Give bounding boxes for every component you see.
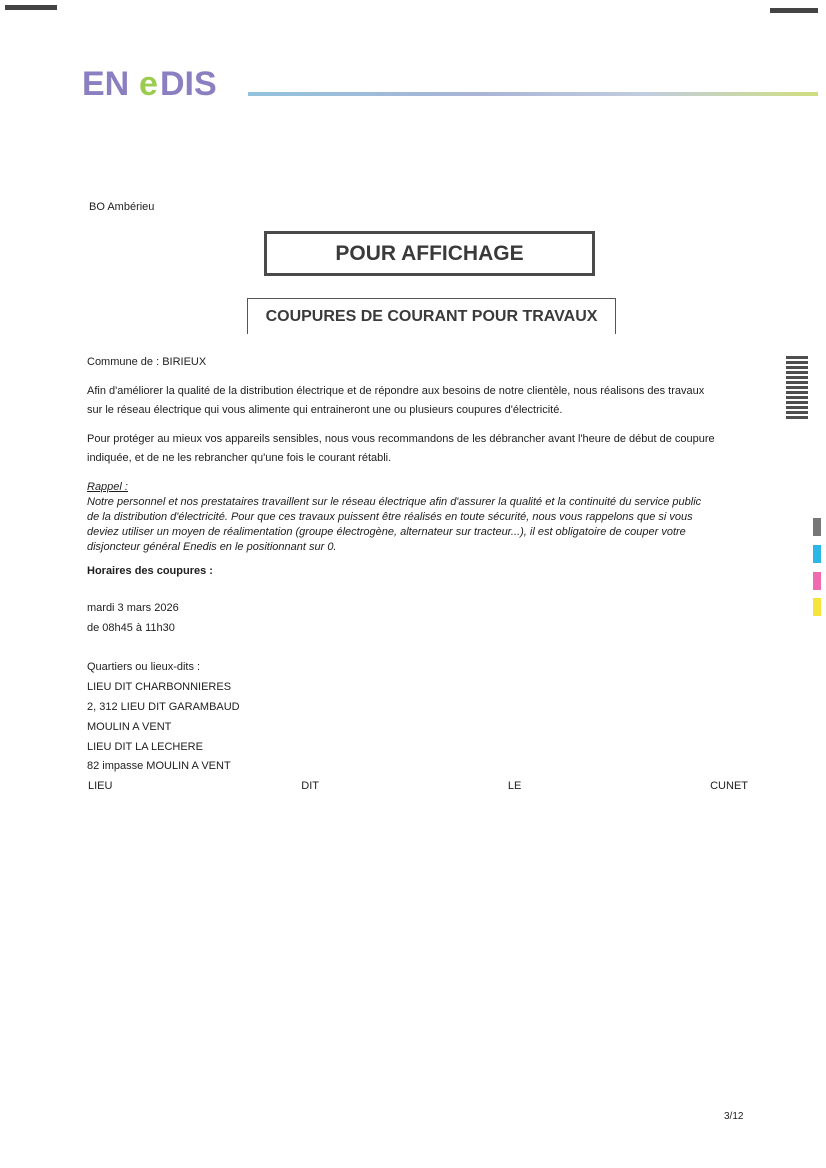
svg-text:e: e (139, 65, 158, 102)
place-item: MOULIN A VENT (87, 721, 172, 733)
place-word: DIT (301, 780, 320, 792)
place-last-row (88, 780, 748, 792)
paragraph-2 (87, 430, 752, 468)
color-mark-magenta (813, 572, 821, 590)
color-mark-yellow (813, 598, 821, 616)
commune: Commune de : BIRIEUX (87, 356, 207, 368)
header-line (248, 92, 818, 96)
place-item: 82 impasse MOULIN A VENT (87, 760, 231, 772)
rappel-line: disjoncteur général Enedis en le positionnant sur 0. (87, 541, 337, 553)
enedis-logo (82, 62, 242, 102)
title-coupures: COUPURES DE COURANT POUR TRAVAUX (247, 298, 616, 334)
scan-mark-left (5, 5, 57, 10)
place-item: 2, 312 LIEU DIT GARAMBAUD (87, 701, 240, 713)
sender: BO Ambérieu (89, 201, 155, 213)
color-mark-cyan (813, 545, 821, 563)
place-item: LIEU DIT LA LECHERE (87, 741, 203, 753)
svg-text:DIS: DIS (160, 65, 217, 102)
horaires-label: Horaires des coupures : (87, 565, 213, 577)
scan-mark-right (770, 8, 818, 13)
quartiers-label: Quartiers ou lieux-dits : (87, 661, 201, 673)
rappel-line: de la distribution d'électricité. Pour que ces travaux puissent être réalisés en toute sécurité, nous vous rappelons que si vous (87, 511, 693, 523)
cut-time: de 08h45 à 11h30 (87, 622, 175, 634)
place-word: CUNET (710, 780, 748, 792)
paragraph-1 (87, 382, 752, 420)
place-word: LIEU (88, 780, 113, 792)
rappel-block (87, 480, 752, 555)
color-mark-grey (813, 518, 821, 536)
cut-date: mardi 3 mars 2026 (87, 602, 179, 614)
datamatrix-code (786, 355, 808, 419)
page-number: 3/12 (724, 1111, 744, 1122)
rappel-label: Rappel : (87, 481, 128, 493)
rappel-line: deviez utiliser un moyen de réalimentation (groupe électrogène, alternateur sur tracteur...), il est obligatoire de couper votre (87, 526, 686, 538)
title-affichage: POUR AFFICHAGE (264, 231, 595, 276)
place-word: LE (507, 780, 522, 792)
para1-line: sur le réseau électrique qui vous alimente qui entraineront une ou plusieurs coupures d'électricité. (87, 404, 563, 416)
place-item: LIEU DIT CHARBONNIERES (87, 681, 232, 693)
svg-text:EN: EN (82, 65, 130, 102)
para1-line: Afin d'améliorer la qualité de la distribution électrique et de répondre aux besoins de notre clientèle, nous réalisons des travaux (87, 385, 705, 397)
para2-line: Pour protéger au mieux vos appareils sensibles, nous vous recommandons de les débrancher avant l'heure de début de coupure (87, 433, 715, 445)
para2-line: indiquée, et de ne les rebrancher qu'une fois le courant rétabli. (87, 452, 392, 464)
rappel-line: Notre personnel et nos prestataires travaillent sur le réseau électrique afin d'assurer la qualité et la continuité du service public (87, 496, 702, 508)
